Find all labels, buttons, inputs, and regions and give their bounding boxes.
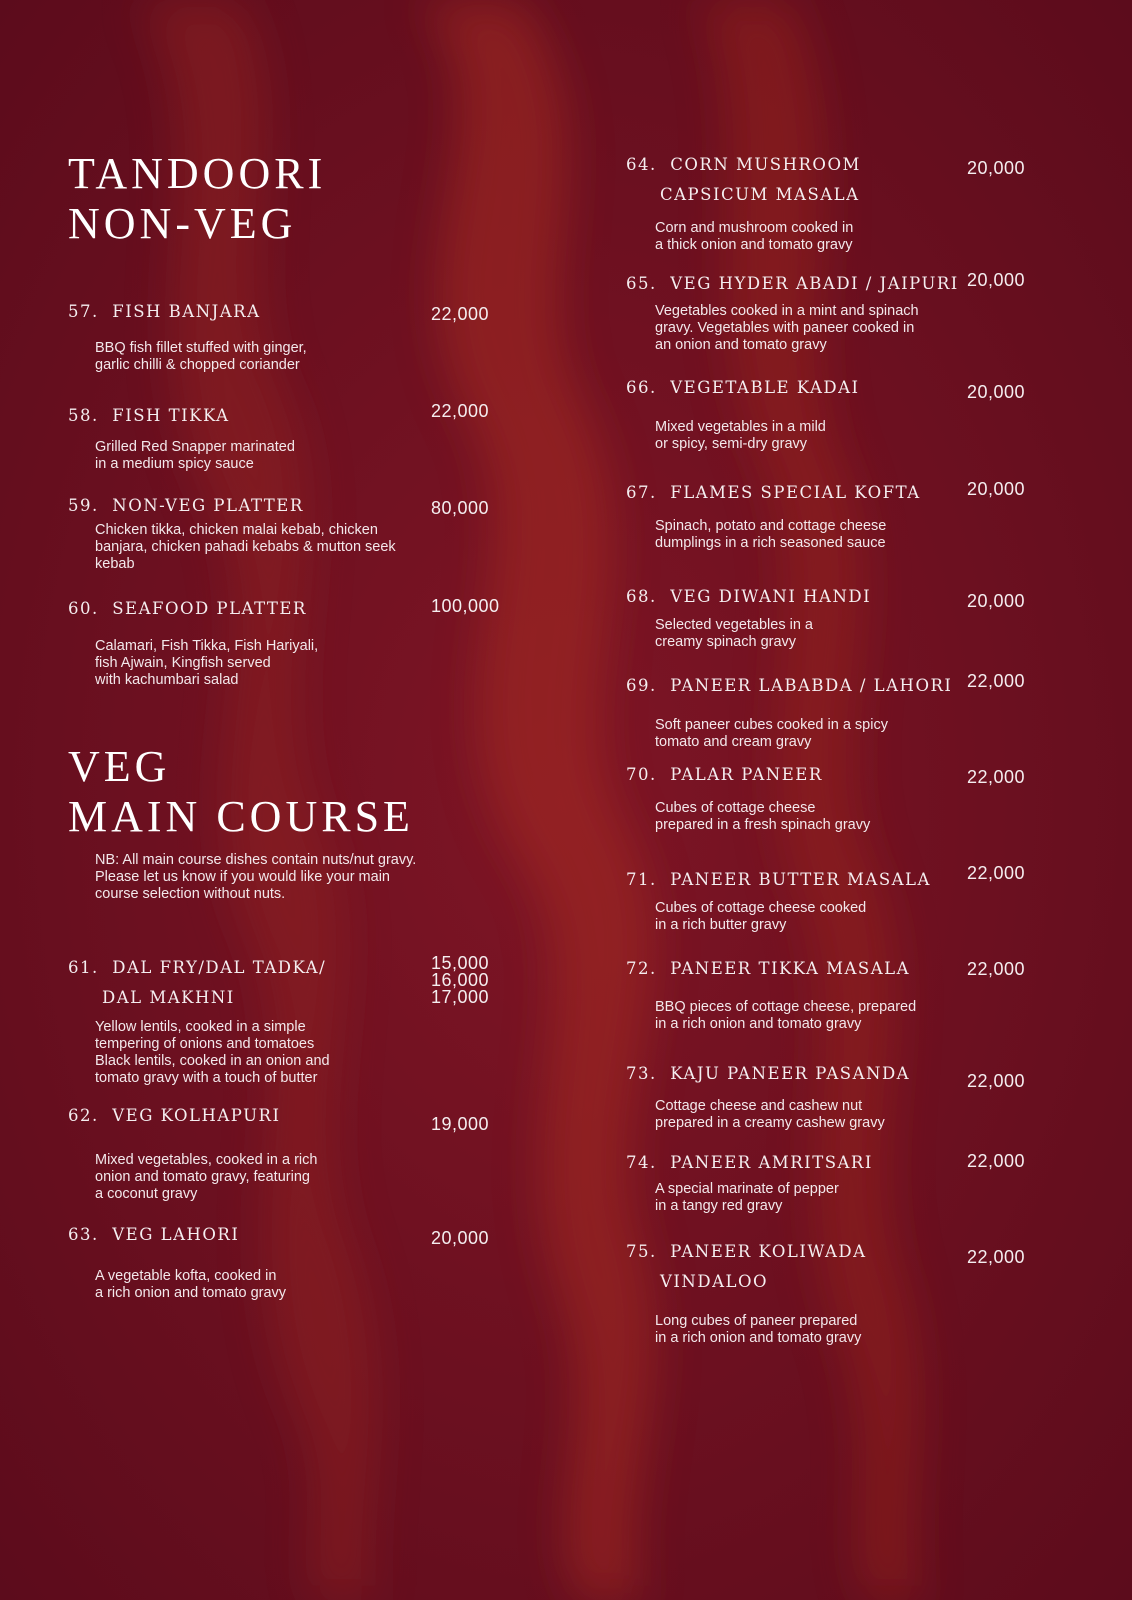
item-price: 15,000 16,000 17,000 [431,953,490,1007]
item-name-line2: CAPSICUM MASALA [660,185,860,204]
item-description: Grilled Red Snapper marinated in a medium spicy sauce [95,439,295,472]
item-name-line2: VINDALOO [660,1272,769,1291]
item-number: 60. [68,599,99,618]
item-name: CORN MUSHROOM [670,155,861,174]
item-name: PANEER BUTTER MASALA [670,870,931,889]
item-price: 22,000 [431,304,490,324]
item-number: 65. [626,274,657,293]
nuts-note: NB: All main course dishes contain nuts/nut gravy. Please let us know if you would like your main course selection without nuts. [95,852,417,902]
item-description: Corn and mushroom cooked in a thick onion and tomato gravy [655,220,854,253]
item-price: 22,000 [967,959,1026,979]
item-price: 22,000 [967,671,1026,691]
item-name: NON-VEG PLATTER [112,496,304,515]
item-number: 75. [626,1242,657,1261]
menu-item-74-title [626,1148,873,1178]
item-price: 20,000 [967,382,1026,402]
item-price: 100,000 [431,596,500,616]
menu-item-71-title [626,865,931,895]
menu-item-60-title [68,594,307,624]
menu-item-68-title [626,582,871,612]
item-number: 62. [68,1106,99,1125]
menu-item-61-title [68,953,326,983]
menu-item-63-title [68,1220,239,1250]
item-name: DAL FRY/DAL TADKA/ [112,958,327,977]
item-price: 20,000 [967,270,1026,290]
item-price: 22,000 [967,1151,1026,1171]
item-price: 20,000 [431,1228,490,1248]
item-description: Spinach, potato and cottage cheese dumplings in a rich seasoned sauce [655,518,887,551]
item-name: PANEER TIKKA MASALA [670,959,911,978]
menu-item-75-title [626,1237,867,1267]
item-name: FISH TIKKA [112,406,230,425]
menu-item-70-title [626,760,823,790]
menu-item-58-title [68,401,230,431]
item-name: PANEER AMRITSARI [670,1153,873,1172]
menu-item-67-title [626,478,921,508]
item-price: 19,000 [431,1114,490,1134]
item-price: 20,000 [967,479,1026,499]
item-description: A special marinate of pepper in a tangy red gravy [655,1181,839,1214]
item-number: 74. [626,1153,657,1172]
item-number: 59. [68,496,99,515]
item-description: Selected vegetables in a creamy spinach gravy [655,617,813,650]
menu-item-65-title [626,269,959,299]
item-number: 68. [626,587,657,606]
item-number: 69. [626,676,657,695]
menu-item-57-title [68,297,261,327]
item-description: Cubes of cottage cheese cooked in a rich butter gravy [655,900,867,933]
menu-item-73-title [626,1059,910,1089]
item-name: FLAMES SPECIAL KOFTA [670,483,921,502]
item-name: VEG DIWANI HANDI [670,587,872,606]
menu-item-64-title [626,150,861,180]
menu-item-66-title [626,373,860,403]
section-title-veg: VEG MAIN COURSE [68,742,414,841]
item-name: VEG KOLHAPURI [112,1106,281,1125]
item-description: A vegetable kofta, cooked in a rich onion and tomato gravy [95,1268,287,1301]
item-description: Long cubes of paneer prepared in a rich onion and tomato gravy [655,1313,862,1346]
item-description: Soft paneer cubes cooked in a spicy tomato and cream gravy [655,717,888,750]
item-name: PANEER KOLIWADA [670,1242,867,1261]
item-price: 80,000 [431,498,490,518]
item-number: 71. [626,870,657,889]
item-number: 66. [626,378,657,397]
item-price: 22,000 [967,1247,1026,1267]
item-number: 67. [626,483,657,502]
menu-item-62-title [68,1101,280,1131]
item-name-line2: DAL MAKHNI [102,988,235,1007]
item-description: BBQ fish fillet stuffed with ginger, garlic chilli & chopped coriander [95,340,307,373]
item-description: BBQ pieces of cottage cheese, prepared in a rich onion and tomato gravy [655,999,917,1032]
item-price: 20,000 [967,591,1026,611]
item-number: 64. [626,155,657,174]
item-price: 22,000 [967,1071,1026,1091]
item-description: Calamari, Fish Tikka, Fish Hariyali, fish Ajwain, Kingfish served with kachumbari salad [95,638,319,688]
item-number: 61. [68,958,99,977]
item-number: 63. [68,1225,99,1244]
item-name: VEG HYDER ABADI / JAIPURI [670,274,959,293]
menu-item-59-title [68,491,304,521]
item-name: PANEER LABABDA / LAHORI [670,676,953,695]
item-name: KAJU PANEER PASANDA [670,1064,911,1083]
item-price: 22,000 [431,401,490,421]
item-name: FISH BANJARA [112,302,261,321]
item-description: Cottage cheese and cashew nut prepared in a creamy cashew gravy [655,1098,885,1131]
item-name: SEAFOOD PLATTER [112,599,307,618]
item-description: Mixed vegetables, cooked in a rich onion and tomato gravy, featuring a coconut gravy [95,1152,318,1202]
item-number: 58. [68,406,99,425]
item-number: 57. [68,302,99,321]
item-description: Cubes of cottage cheese prepared in a fresh spinach gravy [655,800,871,833]
item-number: 73. [626,1064,657,1083]
item-number: 72. [626,959,657,978]
item-name: VEGETABLE KADAI [670,378,860,397]
item-description: Chicken tikka, chicken malai kebab, chicken banjara, chicken pahadi kebabs & mutton seek kebab [95,522,396,572]
item-description: Yellow lentils, cooked in a simple tempering of onions and tomatoes Black lentils, cooked in an onion and tomato gravy with a touch of butter [95,1019,330,1086]
section-title-tandoori: TANDOORI NON-VEG [68,149,327,248]
item-name: VEG LAHORI [112,1225,240,1244]
menu-item-69-title [626,671,952,701]
menu-item-72-title [626,954,910,984]
item-price: 22,000 [967,767,1026,787]
item-description: Vegetables cooked in a mint and spinach gravy. Vegetables with paneer cooked in an onion and tomato gravy [655,303,919,353]
item-price: 20,000 [967,158,1026,178]
item-number: 70. [626,765,657,784]
item-name: PALAR PANEER [670,765,823,784]
item-price: 22,000 [967,863,1026,883]
item-description: Mixed vegetables in a mild or spicy, semi-dry gravy [655,419,826,452]
